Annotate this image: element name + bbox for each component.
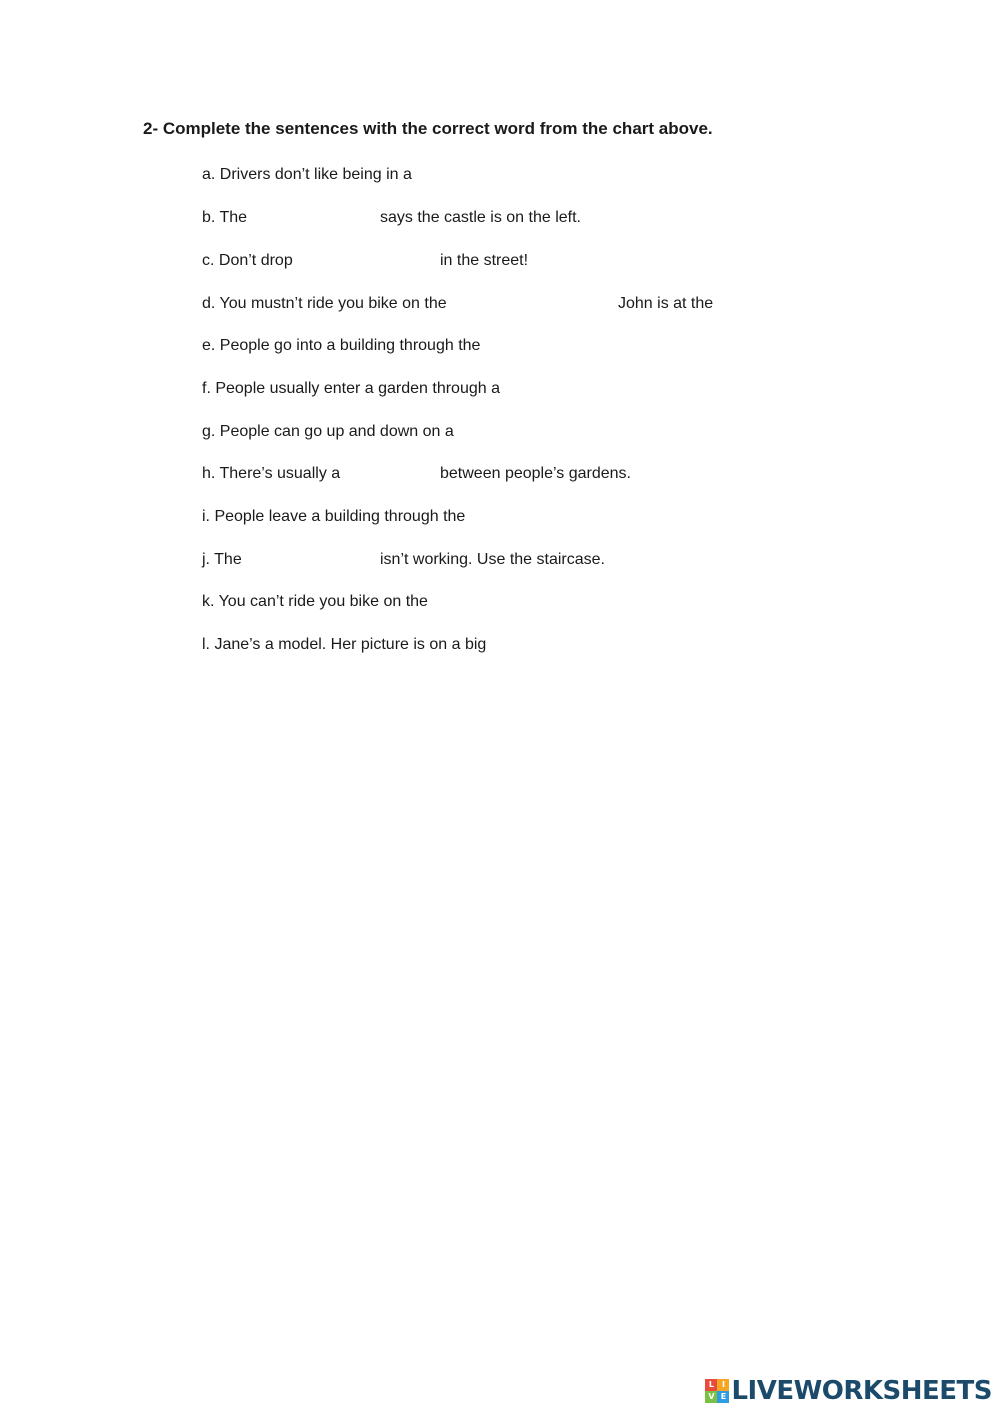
- sentence-text: a. Drivers don’t like being in a: [202, 166, 412, 183]
- sentence-h: [202, 464, 902, 484]
- sentence-i: [202, 507, 902, 527]
- sentence-text: isn’t working. Use the staircase.: [380, 551, 605, 568]
- answer-blank[interactable]: [250, 550, 374, 570]
- answer-blank[interactable]: [254, 208, 374, 228]
- answer-blank[interactable]: [352, 464, 434, 484]
- sentence-text: f. People usually enter a garden through a: [202, 380, 500, 397]
- answer-blank[interactable]: [724, 294, 864, 314]
- sentence-text: b. The: [202, 209, 248, 226]
- logo-wordmark: LIVEWORKSHEETS: [731, 1376, 992, 1406]
- sentence-c: [202, 251, 902, 271]
- answer-blank[interactable]: [470, 422, 610, 442]
- sentence-j: [202, 550, 902, 570]
- sentence-b: [202, 208, 902, 228]
- answer-blank[interactable]: [506, 336, 646, 356]
- sentence-text: e. People go into a building through the: [202, 337, 481, 354]
- sentence-text: John is at the: [618, 295, 714, 312]
- answer-blank[interactable]: [306, 251, 434, 271]
- liveworksheets-logo: [705, 1377, 992, 1405]
- sentence-f: [202, 379, 902, 399]
- sentence-text: k. You can’t ride you bike on the: [202, 593, 428, 610]
- answer-blank[interactable]: [488, 507, 628, 527]
- sentence-text: c. Don’t drop: [202, 252, 293, 269]
- logo-mark-letter: I: [717, 1379, 729, 1391]
- sentence-e: [202, 336, 902, 356]
- sentence-text: i. People leave a building through the: [202, 508, 466, 525]
- sentence-text: j. The: [202, 551, 242, 568]
- answer-blank[interactable]: [504, 635, 644, 655]
- sentence-text: d. You mustn’t ride you bike on the: [202, 295, 447, 312]
- sentence-text: g. People can go up and down on a: [202, 423, 454, 440]
- sentence-l: [202, 635, 902, 655]
- sentence-text: l. Jane’s a model. Her picture is on a big: [202, 636, 487, 653]
- liveworksheets-logo-icon: [705, 1379, 729, 1403]
- sentence-text: h. There’s usually a: [202, 465, 341, 482]
- sentence-g: [202, 422, 902, 442]
- sentence-d: [202, 294, 902, 314]
- logo-mark-letter: E: [717, 1391, 729, 1403]
- answer-blank[interactable]: [472, 294, 612, 314]
- sentence-text: between people’s gardens.: [440, 465, 631, 482]
- answer-blank[interactable]: [430, 165, 570, 185]
- sentence-text: says the castle is on the left.: [380, 209, 581, 226]
- sentence-text: in the street!: [440, 252, 529, 269]
- logo-mark-letter: V: [705, 1391, 717, 1403]
- answer-blank[interactable]: [524, 379, 664, 399]
- sentence-k: [202, 592, 902, 612]
- answer-blank[interactable]: [450, 592, 590, 612]
- logo-mark-letter: L: [705, 1379, 717, 1391]
- sentence-a: [202, 165, 902, 185]
- exercise-heading: 2- Complete the sentences with the correct word from the chart above.: [143, 119, 713, 138]
